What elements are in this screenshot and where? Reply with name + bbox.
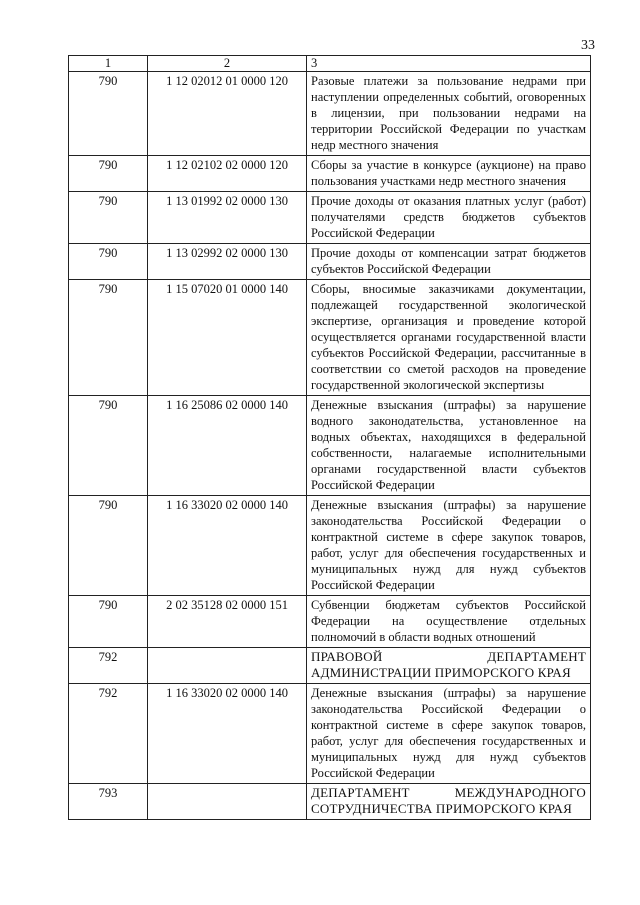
revenue-codes-table — [68, 55, 591, 820]
department-name-line-2: СОТРУДНИЧЕСТВА ПРИМОРСКОГО КРАЯ — [311, 801, 573, 816]
admin-code-cell: 790 — [69, 396, 148, 496]
revenue-name-cell: Разовые платежи за пользование недрами при наступлении определенных событий, оговоренных в лицензии, при пользовании недрами на территории Российской Федерации по участкам недр местного значения — [307, 72, 591, 156]
revenue-code-cell: 1 16 33020 02 0000 140 — [148, 684, 307, 784]
department-name-cell — [307, 648, 591, 684]
department-name-line-2: АДМИНИСТРАЦИИ ПРИМОРСКОГО КРАЯ — [311, 665, 571, 680]
admin-code-cell: 790 — [69, 156, 148, 192]
header-col-2: 2 — [148, 56, 307, 72]
department-name-line-1: ПРАВОВОЙ ДЕПАРТАМЕНТ — [311, 649, 586, 664]
revenue-code-cell: 1 15 07020 01 0000 140 — [148, 280, 307, 396]
revenue-code-cell: 1 12 02012 01 0000 120 — [148, 72, 307, 156]
admin-code-cell: 790 — [69, 244, 148, 280]
revenue-code-cell: 2 02 35128 02 0000 151 — [148, 596, 307, 648]
table-row — [69, 396, 591, 496]
revenue-name-cell: Прочие доходы от компенсации затрат бюджетов субъектов Российской Федерации — [307, 244, 591, 280]
revenue-code-cell: 1 13 01992 02 0000 130 — [148, 192, 307, 244]
department-row — [69, 784, 591, 820]
table-row — [69, 156, 591, 192]
revenue-name-cell: Сборы за участие в конкурсе (аукционе) на право пользования участками недр местного значения — [307, 156, 591, 192]
admin-code-cell: 790 — [69, 280, 148, 396]
header-col-3: 3 — [307, 56, 591, 72]
admin-code-cell: 790 — [69, 496, 148, 596]
table-row — [69, 244, 591, 280]
admin-code-cell: 790 — [69, 192, 148, 244]
table-row — [69, 280, 591, 396]
admin-code-cell: 793 — [69, 784, 148, 820]
revenue-code-cell — [148, 648, 307, 684]
revenue-name-cell: Денежные взыскания (штрафы) за нарушение законодательства Российской Федерации о контрактной системе в сфере закупок товаров, работ, услуг для обеспечения государственных и муниципальных нужд для нужд субъектов Российской Федерации — [307, 684, 591, 784]
admin-code-cell: 792 — [69, 648, 148, 684]
department-name-line-1: ДЕПАРТАМЕНТ МЕЖДУНАРОДНОГО — [311, 785, 586, 800]
department-name-cell — [307, 784, 591, 820]
page-number: 33 — [581, 38, 595, 53]
revenue-name-cell: Денежные взыскания (штрафы) за нарушение водного законодательства, установленное на водных объектах, находящихся в федеральной собственности, налагаемые исполнительными органами государственной власти субъектов Российской Федерации — [307, 396, 591, 496]
header-col-1: 1 — [69, 56, 148, 72]
table-row — [69, 596, 591, 648]
table-row — [69, 496, 591, 596]
table-row — [69, 684, 591, 784]
table-row — [69, 72, 591, 156]
revenue-name-cell: Денежные взыскания (штрафы) за нарушение законодательства Российской Федерации о контрактной системе в сфере закупок товаров, работ, услуг для обеспечения государственных и муниципальных нужд для нужд субъектов Российской Федерации — [307, 496, 591, 596]
revenue-name-cell: Сборы, вносимые заказчиками документации, подлежащей государственной экологической экспертизе, организация и проведение которой осуществляется органами государственной власти субъектов Российской Федерации, рассчитанные в соответствии со сметой расходов на проведение государственной экологической экспертизы — [307, 280, 591, 396]
revenue-code-cell: 1 13 02992 02 0000 130 — [148, 244, 307, 280]
department-row — [69, 648, 591, 684]
revenue-code-cell — [148, 784, 307, 820]
revenue-code-cell: 1 16 25086 02 0000 140 — [148, 396, 307, 496]
revenue-name-cell: Прочие доходы от оказания платных услуг (работ) получателями средств бюджетов субъектов Российской Федерации — [307, 192, 591, 244]
revenue-code-cell: 1 16 33020 02 0000 140 — [148, 496, 307, 596]
table-row — [69, 192, 591, 244]
revenue-name-cell: Субвенции бюджетам субъектов Российской Федерации на осуществление отдельных полномочий в области водных отношений — [307, 596, 591, 648]
admin-code-cell: 792 — [69, 684, 148, 784]
table-header-row — [69, 56, 591, 72]
admin-code-cell: 790 — [69, 596, 148, 648]
admin-code-cell: 790 — [69, 72, 148, 156]
revenue-code-cell: 1 12 02102 02 0000 120 — [148, 156, 307, 192]
